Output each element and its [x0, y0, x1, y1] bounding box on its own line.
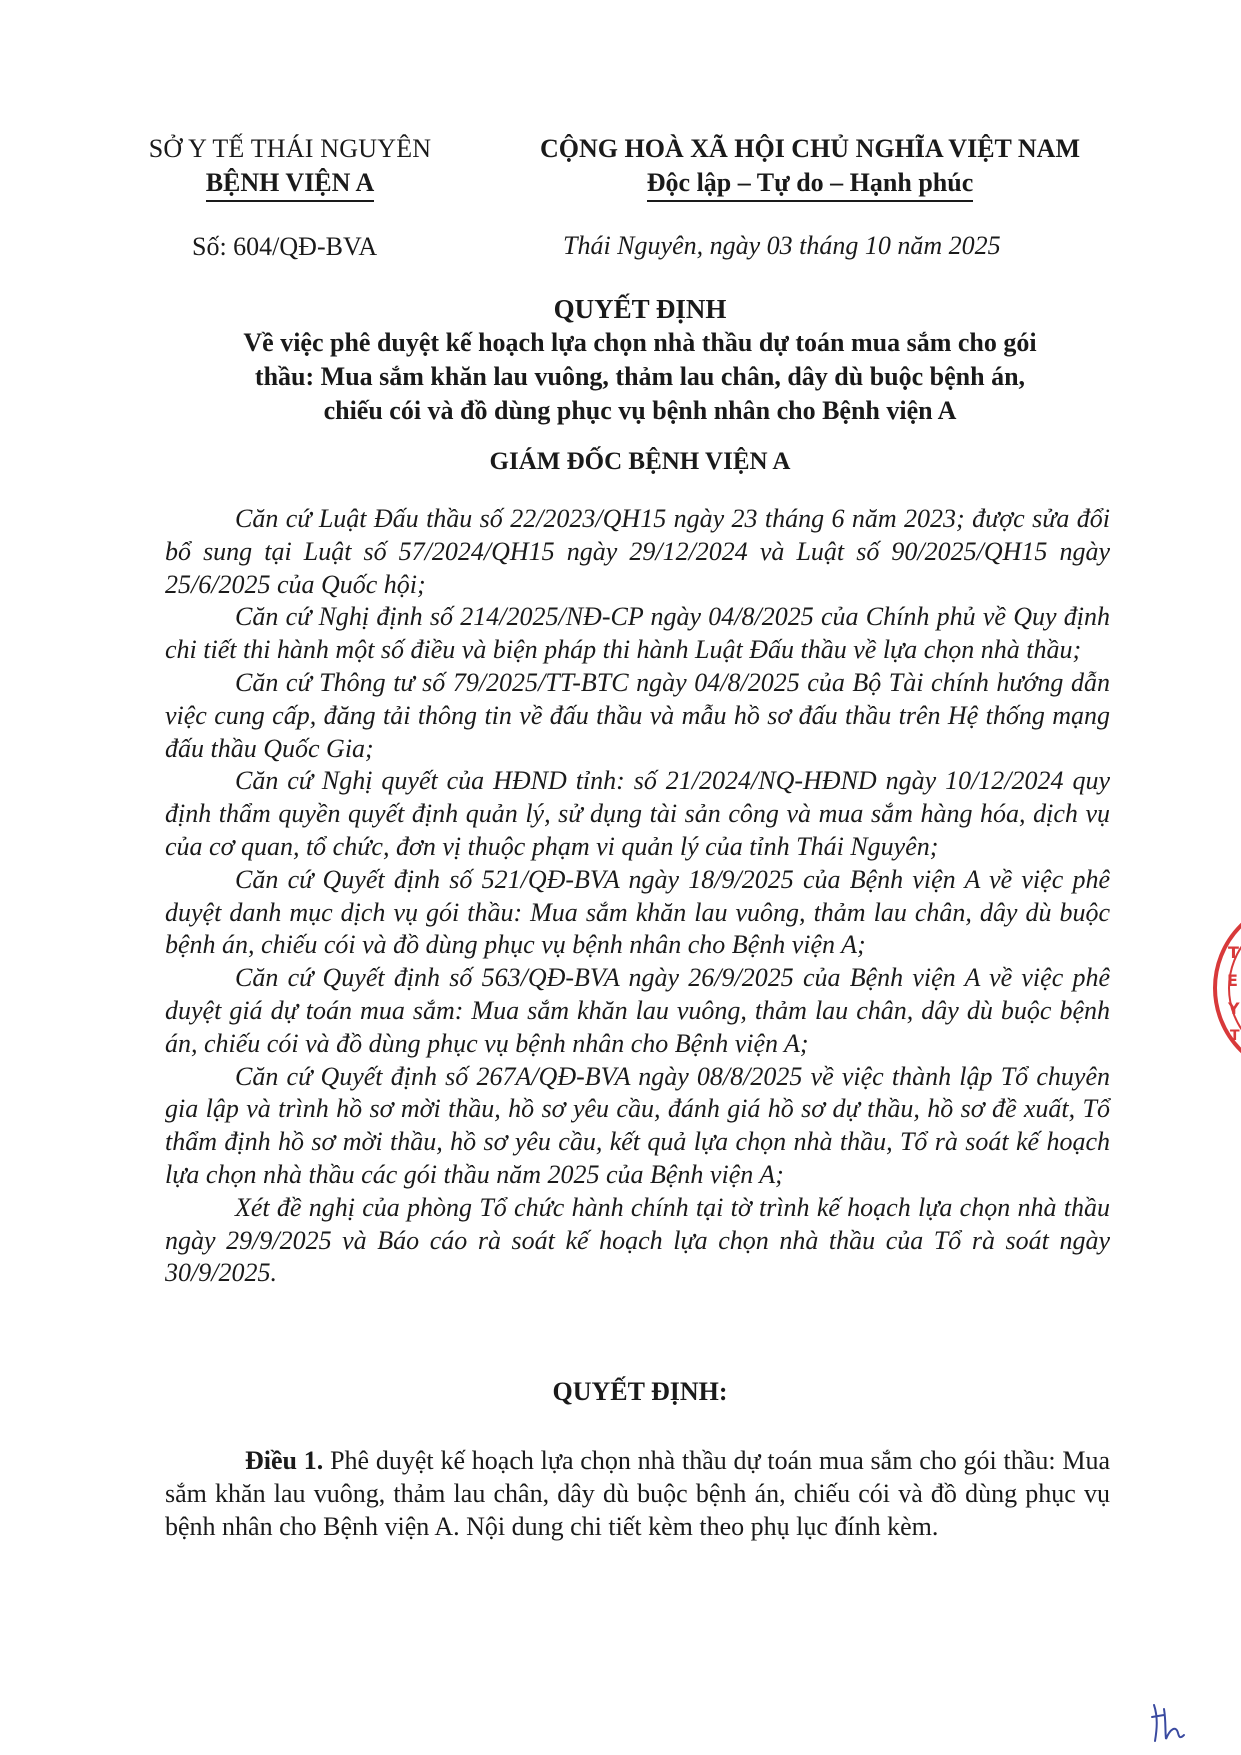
- issuing-authority-title: GIÁM ĐỐC BỆNH VIỆN A: [489, 448, 791, 475]
- decision-title: QUYẾT ĐỊNH: [553, 294, 727, 324]
- national-motto: Độc lập – Tự do – Hạnh phúc: [647, 166, 974, 202]
- issuing-authority-block: [120, 132, 460, 202]
- legal-basis-section: [165, 503, 1110, 1290]
- legal-basis-paragraph: Căn cứ Nghị định số 214/2025/NĐ-CP ngày 04/8/2025 của Chính phủ về Quy định chi tiết thi hành một số điều và biện pháp thi hành Luật Đấu thầu về lựa chọn nhà thầu;: [165, 602, 1110, 665]
- legal-basis-paragraph: Xét đề nghị của phòng Tổ chức hành chính tại tờ trình kế hoạch lựa chọn nhà thầu ngày 29/9/2025 và Báo cáo rà soát kế hoạch lựa chọn nhà thầu của Tổ rà soát ngày 30/9/2025.: [165, 1192, 1110, 1288]
- svg-text:Y: Y: [1228, 999, 1240, 1018]
- handwritten-initials-icon: [1148, 1695, 1188, 1745]
- place-and-date: Thái Nguyên, ngày 03 tháng 10 năm 2025: [563, 231, 1001, 260]
- organization-name: BỆNH VIỆN A: [206, 166, 375, 202]
- national-heading-block: [505, 132, 1115, 202]
- decision-heading: QUYẾT ĐỊNH:: [552, 1377, 728, 1406]
- decision-subject-line: Về việc phê duyệt kế hoạch lựa chọn nhà thầu dự toán mua sắm cho gói: [243, 328, 1037, 357]
- legal-basis-paragraph: Căn cứ Luật Đấu thầu số 22/2023/QH15 ngày 23 tháng 6 năm 2023; được sửa đổi bổ sung tại Luật số 57/2024/QH15 ngày 29/12/2024 và Luật số 90/2025/QH15 ngày 25/6/2025 của Quốc hội;: [165, 504, 1110, 599]
- legal-basis-paragraph: Căn cứ Quyết định số 521/QĐ-BVA ngày 18/9/2025 của Bệnh viện A về việc phê duyệt danh mục dịch vụ gói thầu: Mua sắm khăn lau vuông, thảm lau chân, dây dù buộc bệnh án, chiếu cói và đồ dùng phục vụ bệnh nhân cho Bệnh viện A;: [165, 864, 1110, 960]
- article-1-label: Điều 1.: [245, 1446, 324, 1475]
- legal-basis-paragraph: Căn cứ Nghị quyết của HĐND tỉnh: số 21/2024/NQ-HĐND ngày 10/12/2024 quy định thẩm quyền quyết định quản lý, sử dụng tài sản công và mua sắm hàng hóa, dịch vụ của cơ quan, tổ chức, đơn vị thuộc phạm vi quản lý của tỉnh Thái Nguyên;: [165, 766, 1110, 861]
- svg-text:E: E: [1227, 971, 1238, 990]
- svg-text:T: T: [1228, 943, 1239, 962]
- red-seal-stamp-icon: [1208, 908, 1241, 1068]
- svg-text:T: T: [1230, 1028, 1240, 1044]
- legal-basis-paragraph: Căn cứ Quyết định số 267A/QĐ-BVA ngày 08/8/2025 về việc thành lập Tổ chuyên gia lập và trình hồ sơ mời thầu, hồ sơ yêu cầu, đánh giá hồ sơ dự thầu, hồ sơ đề xuất, Tổ thẩm định hồ sơ mời thầu, hồ sơ yêu cầu, kết quả lựa chọn nhà thầu, Tổ rà soát kế hoạch lựa chọn nhà thầu các gói thầu năm 2025 của Bệnh viện A;: [165, 1061, 1110, 1189]
- decision-subject-line: chiếu cói và đồ dùng phục vụ bệnh nhân cho Bệnh viện A: [323, 396, 957, 425]
- decision-subject-line: thầu: Mua sắm khăn lau vuông, thảm lau chân, dây dù buộc bệnh án,: [254, 362, 1026, 391]
- article-1: [165, 1444, 1110, 1543]
- legal-basis-paragraph: Căn cứ Quyết định số 563/QĐ-BVA ngày 26/9/2025 của Bệnh viện A về việc phê duyệt giá dự toán mua sắm: Mua sắm khăn lau vuông, thảm lau chân, dây dù buộc bệnh án, chiếu cói và đồ dùng phục vụ bệnh nhân cho Bệnh viện A;: [165, 963, 1110, 1058]
- legal-basis-paragraph: Căn cứ Thông tư số 79/2025/TT-BTC ngày 04/8/2025 của Bộ Tài chính hướng dẫn việc cung cấp, đăng tải thông tin về đấu thầu và mẫu hồ sơ đấu thầu trên Hệ thống mạng đấu thầu Quốc Gia;: [165, 667, 1110, 763]
- document-number: Số: 604/QĐ-BVA: [192, 232, 378, 261]
- national-title: CỘNG HOÀ XÃ HỘI CHỦ NGHĨA VIỆT NAM: [539, 134, 1081, 163]
- decision-title-block: [160, 292, 1120, 428]
- parent-agency: SỞ Y TẾ THÁI NGUYÊN: [148, 134, 432, 163]
- article-1-text: Phê duyệt kế hoạch lựa chọn nhà thầu dự toán mua sắm cho gói thầu: Mua sắm khăn lau vuông, thảm lau chân, dây dù buộc bệnh án, chiếu cói và đồ dùng phục vụ bệnh nhân cho Bệnh viện A. Nội dung chi tiết kèm theo phụ lục đính kèm.: [165, 1446, 1110, 1541]
